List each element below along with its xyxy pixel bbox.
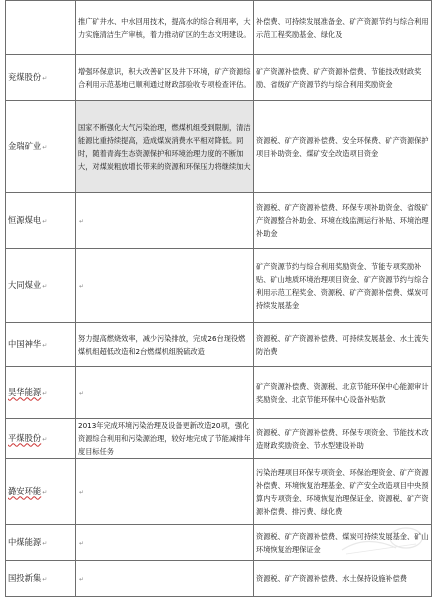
subsidies-cell [254,323,432,367]
subsidies-text: 矿产资源节约与综合利用奖励资金、节能专项奖励补贴、矿山地质环境治理项目资金、矿产资源节约与综合利用示范工程奖金、资源税、矿产资源补偿费、煤炭可持续发展基金 [256,261,429,310]
return-mark: ↵ [42,575,48,583]
measures-cell [76,1,254,55]
return-mark: ↵ [79,389,85,397]
company-name: 中煤能源 [8,536,42,547]
measures-cell [76,101,254,193]
subsidies-cell [254,101,432,193]
company-name: 金瑞矿业 [8,140,42,151]
measures-cell [76,55,254,101]
return-mark: ↵ [79,488,85,496]
table-row [6,323,432,367]
subsidies-cell [254,419,432,459]
return-mark: ↵ [42,435,48,443]
company-cell [6,459,76,525]
company-name: 恒源煤电 [8,214,42,225]
measures-cell [76,459,254,525]
subsidies-text: 资源税、矿产资源补偿费、环保专项补助资金、省级矿产资源整合补助金、环境在线监测运行补贴、环境治理补助金 [256,203,429,238]
measures-cell [76,561,254,597]
return-mark: ↵ [79,217,85,225]
measures-cell [76,249,254,323]
subsidies-cell [254,367,432,419]
company-name: 中国神华 [8,338,42,349]
company-cell [6,101,76,193]
table-row [6,249,432,323]
company-cell [6,323,76,367]
subsidies-text: 污染治理项目环保专项资金、环保治理资金、矿产资源补偿费、环境恢复治理基金、矿产安全改造项目中央预算内专项资金、环境恢复治理保证金、资源税、矿产资源补偿费、排污费、绿化费 [256,467,429,516]
subsidies-text: 资源税、矿产资源补偿费、环保专项资金、节能技术改造财政奖励资金、节水型建设补助 [256,427,429,450]
return-mark: ↵ [42,217,48,225]
return-mark: ↵ [79,282,85,290]
subsidies-text: 资源税、矿产资源补偿费、可持续发展基金、水土流失防治费 [256,333,429,356]
table-row [6,367,432,419]
company-cell [6,367,76,419]
return-mark: ↵ [79,575,85,583]
measures-cell [76,193,254,249]
subsidies-cell [254,459,432,525]
company-name: 潞安环能 [8,485,42,496]
return-mark: ↵ [42,488,48,496]
subsidies-cell [254,249,432,323]
company-cell [6,1,76,55]
company-name: 昊华能源 [8,386,42,397]
company-cell [6,55,76,101]
subsidies-text: 补偿费、可持续发展准备金、矿产资源节约与综合利用示范工程奖励基金、绿化及 [256,16,429,39]
table-row [6,459,432,525]
table-row [6,101,432,193]
subsidies-text: 矿产资源补偿费、矿产资源补偿费、节能技改财政奖励、省级矿产资源节约与综合利用奖励资金 [256,66,422,89]
subsidies-text: 矿产资源补偿费、资源税、北京节能环保中心能源审计奖励资金、北京节能环保中心设备补贴款 [256,381,429,404]
company-cell [6,419,76,459]
return-mark: ↵ [42,282,48,290]
measures-text: 国家不断强化大气污染治理，燃煤机组受到限制，清洁能源比重持续提高，造成煤炭消费水平相对降低。同时，随着青海生态资源保护和环境治理力度的不断加大，对煤炭粗放增长带来的资源和环保压力将继续加大 [78,122,251,171]
measures-text: 推广矿井水、中水回用技术，提高水的综合利用率，大力实施清洁生产审核，着力推动矿区的生态文明建设。 [78,16,251,39]
company-cell [6,249,76,323]
subsidies-text: 资源税、矿产资源补偿费、水土保持设施补偿费 [256,574,407,583]
return-mark: ↵ [42,539,48,547]
company-name: 国投新集 [8,572,42,583]
measures-text: 增强环保意识，积大改善矿区及井下环境，矿产资源综合利用示范基地已顺利通过财政部验收专项检查评估。 [78,66,251,89]
table-row [6,55,432,101]
company-cell [6,193,76,249]
return-mark: ↵ [42,143,48,151]
measures-cell [76,367,254,419]
return-mark: ↵ [79,539,85,547]
table-row [6,419,432,459]
table-row [6,561,432,597]
measures-cell [76,419,254,459]
return-mark: ↵ [42,341,48,349]
measures-text: 2013年完成环境污染治理及设备更新改造20项，强化资源综合利用和污染源治理，较好地完成了节能减排年度目标任务 [78,421,251,456]
company-name: 平煤股份 [8,432,42,443]
return-mark: ↵ [42,74,48,82]
table-row [6,1,432,55]
company-cell [6,525,76,561]
subsidies-text: 资源税、矿产资源补偿费、煤炭可持续发展基金、矿山环境恢复治理保证金 [256,531,429,554]
measures-text: 努力提高燃烧效率，减少污染排放，完成26台现役燃煤机组超低改造和2台燃煤机组脱硫改造 [78,333,246,356]
subsidies-cell [254,561,432,597]
subsidies-cell [254,55,432,101]
company-cell [6,561,76,597]
company-name: 兖煤股份 [8,71,42,82]
subsidies-cell [254,525,432,561]
table-row [6,525,432,561]
subsidy-table [5,0,432,597]
measures-cell [76,323,254,367]
table-row [6,193,432,249]
subsidies-text: 资源税、矿产资源补偿费、安全环保费、矿产资源保护项目补助资金、煤矿安全改造项目资金 [256,135,429,158]
subsidies-cell [254,193,432,249]
measures-cell [76,525,254,561]
return-mark: ↵ [42,389,48,397]
subsidies-cell [254,1,432,55]
company-name: 大同煤业 [8,279,42,290]
